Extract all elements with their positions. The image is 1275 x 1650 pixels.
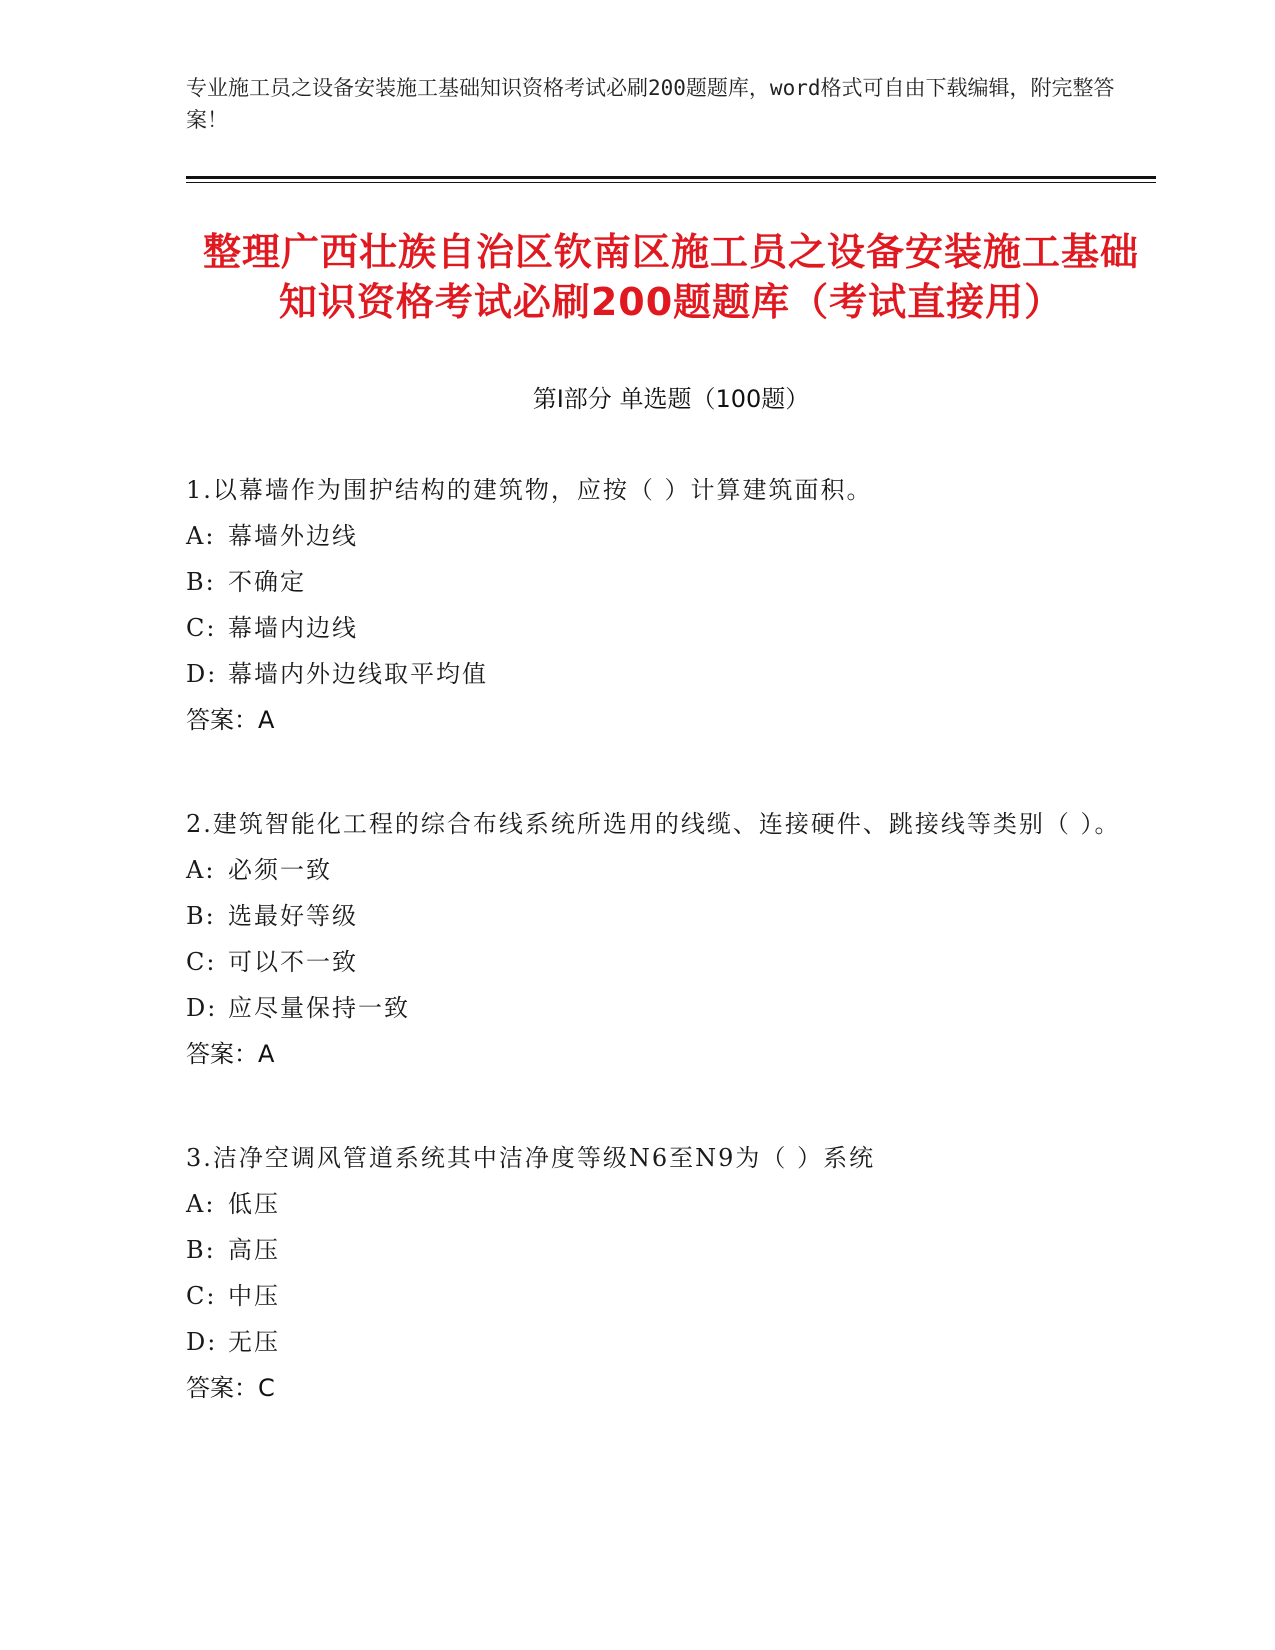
document-title: 整理广西壮族自治区钦南区施工员之设备安装施工基础知识资格考试必刷200题题库（考试直接用） (202, 230, 1139, 324)
option-text: 不确定 (228, 568, 306, 596)
divider-thick-line (186, 176, 1156, 179)
option-text: 幕墙内外边线取平均值 (228, 660, 488, 688)
option-d (186, 651, 1156, 697)
option-letter: C: (186, 948, 217, 976)
option-b (186, 559, 1156, 605)
option-text: 选最好等级 (228, 902, 358, 930)
option-b (186, 893, 1156, 939)
question-2 (186, 801, 1156, 1077)
option-c (186, 605, 1156, 651)
option-text: 无压 (228, 1328, 280, 1356)
question-stem: 2.建筑智能化工程的综合布线系统所选用的线缆、连接硬件、跳接线等类别（ ）。 (186, 810, 1121, 838)
option-d (186, 1319, 1156, 1365)
option-d (186, 985, 1156, 1031)
option-letter: D: (186, 660, 218, 688)
answer-label: 答案： (186, 1040, 258, 1068)
option-a (186, 1181, 1156, 1227)
option-letter: B: (186, 902, 216, 930)
option-text: 可以不一致 (228, 948, 358, 976)
option-text: 高压 (228, 1236, 280, 1264)
answer-line (186, 1031, 1156, 1077)
divider-thin-line (186, 182, 1156, 183)
option-letter: A: (186, 1190, 216, 1218)
question-stem: 3.洁净空调风管道系统其中洁净度等级N6至N9为（ ）系统 (186, 1144, 876, 1172)
option-text: 低压 (228, 1190, 280, 1218)
option-c (186, 939, 1156, 985)
answer-value: A (258, 706, 275, 734)
option-text: 必须一致 (228, 856, 332, 884)
answer-label: 答案： (186, 1374, 258, 1402)
question-stem: 1.以幕墙作为围护结构的建筑物，应按（ ）计算建筑面积。 (186, 476, 873, 504)
option-letter: A: (186, 522, 216, 550)
option-text: 幕墙外边线 (228, 522, 358, 550)
option-letter: C: (186, 1282, 217, 1310)
option-letter: B: (186, 1236, 216, 1264)
option-text: 幕墙内边线 (228, 614, 358, 642)
header-divider (186, 176, 1156, 183)
option-a (186, 513, 1156, 559)
option-a (186, 847, 1156, 893)
option-letter: A: (186, 856, 216, 884)
answer-line (186, 697, 1156, 743)
option-b (186, 1227, 1156, 1273)
document-intro: 专业施工员之设备安装施工基础知识资格考试必刷200题题库，word格式可自由下载编辑，附完整答案！ (186, 76, 1115, 132)
option-letter: B: (186, 568, 216, 596)
option-text: 应尽量保持一致 (228, 994, 410, 1022)
answer-value: A (258, 1040, 275, 1068)
answer-line (186, 1365, 1156, 1411)
question-1 (186, 467, 1156, 743)
section-title: 第Ⅰ部分 单选题（100题） (532, 385, 810, 413)
option-letter: C: (186, 614, 217, 642)
question-3 (186, 1135, 1156, 1411)
question-list (186, 467, 1156, 1411)
document-page (186, 72, 1156, 1469)
answer-label: 答案： (186, 706, 258, 734)
answer-value: C (258, 1374, 275, 1402)
option-c (186, 1273, 1156, 1319)
option-text: 中压 (228, 1282, 280, 1310)
option-letter: D: (186, 1328, 218, 1356)
option-letter: D: (186, 994, 218, 1022)
